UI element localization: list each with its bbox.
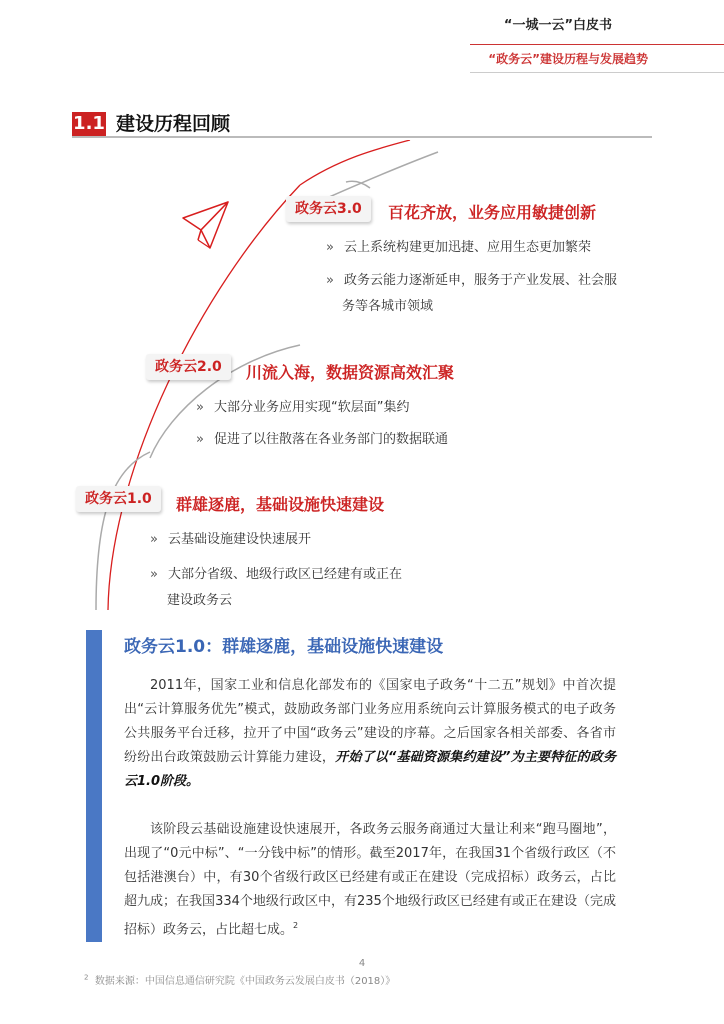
detail-accent-bar (86, 630, 102, 942)
page-number: 4 (358, 958, 366, 969)
section-title: 建设历程回顾 (116, 113, 231, 135)
paper-plane-icon (183, 202, 228, 248)
stage-label-2: 政务云2.0 (146, 354, 231, 380)
chapter-title: “政务云”建设历程与发展趋势 (488, 52, 648, 66)
detail-emphasis: 开始了以“基础资源集约建设”为主要特征的政务云1.0阶段。 (124, 750, 616, 789)
stage-label-1: 政务云1.0 (76, 486, 161, 512)
stage-heading-3: 百花齐放，业务应用敏捷创新 (388, 203, 597, 222)
stage-heading-1: 群雄逐鹿，基础设施快速建设 (176, 495, 385, 514)
detail-paragraph-1: 2011年，国家工业和信息化部发布的《国家电子政务“十二五”规划》中首次提出“云计算服务优先”模式，鼓励政务部门业务应用系统向云计算服务模式的电子政务公共服务平台迁移，拉开了中国“政务云”建设的序幕。之后国家各相关部委、各省市纷纷出台政策鼓励云计算能力建设，开始了以“基础资源集约建设”为主要特征的政务云1.0阶段。 (124, 678, 616, 789)
header-divider-lower (470, 72, 724, 73)
section-number: 1.1 (73, 113, 105, 134)
stage-2-bullet: » 大部分业务应用实现“软层面”集约 (196, 400, 410, 415)
detail-title: 政务云1.0：群雄逐鹿，基础设施快速建设 (124, 637, 444, 657)
stage-heading-2: 川流入海，数据资源高效汇聚 (246, 363, 455, 382)
stage-label-3: 政务云3.0 (286, 196, 371, 222)
stage-3-bullet: » 政务云能力逐渐延申，服务于产业发展、社会服 (326, 273, 617, 288)
stage-1-bullet: » 云基础设施建设快速展开 (150, 532, 311, 547)
footnote-marker: 2 (84, 973, 89, 982)
stage-3-bullet: » 云上系统构建更加迅捷、应用生态更加繁荣 (326, 240, 591, 255)
section-underline (72, 136, 652, 138)
document-title: “一城一云”白皮书 (503, 18, 612, 33)
stage-1-bullet-continuation: 建设政务云 (167, 593, 233, 608)
timeline-gray-arc-lower (96, 452, 150, 610)
header-divider (470, 44, 724, 45)
stage-2-bullet: » 促进了以往散落在各业务部门的数据联通 (196, 432, 448, 447)
stage-1-bullet: » 大部分省级、地级行政区已经建有或正在 (150, 567, 402, 582)
footnote-reference: 2 (293, 921, 299, 930)
detail-paragraph-2: 该阶段云基础设施建设快速展开，各政务云服务商通过大量让利来“跑马圈地”，出现了“0元中标”、“一分钱中标”的情形。截至2017年，在我国31个省级行政区（不包括港澳台）中，有30个省级行政区已经建有或正在建设（完成招标）政务云，占比超九成；在我国334个地级行政区中，有235个地级行政区已经建有或正在建设（完成招标）政务云，占比超七成。$^2$ (124, 822, 616, 938)
stage-3-bullet-continuation: 务等各城市领域 (342, 299, 434, 314)
footnote: $^2$ 数据来源：中国信息通信研究院《中国政务云发展白皮书（2018）》 (84, 973, 396, 987)
